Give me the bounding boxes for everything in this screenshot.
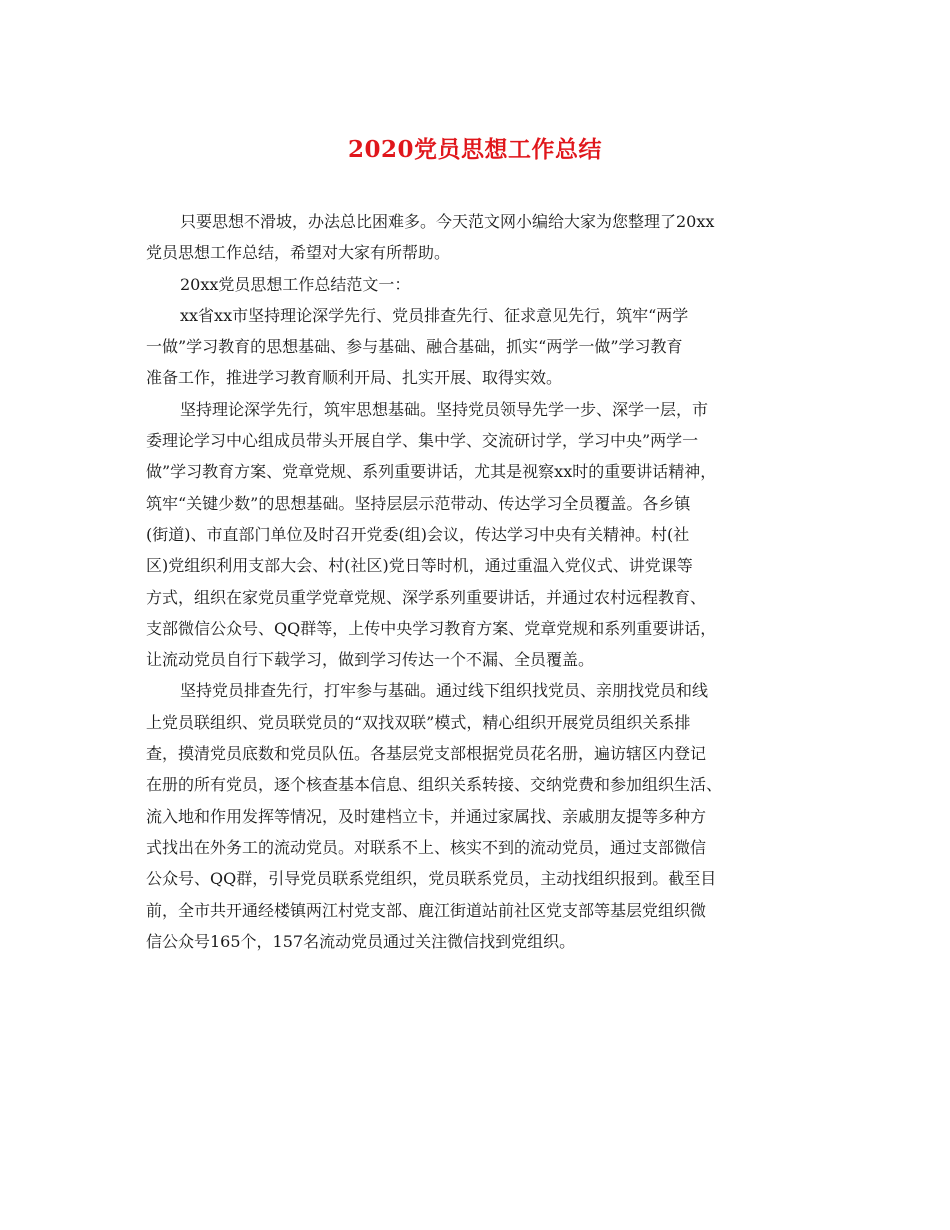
paragraph-subtitle (146, 269, 810, 300)
text-line: 信公众号165个，157名流动党员通过关注微信找到党组织。 (146, 931, 576, 951)
paragraph-theory-study (146, 394, 810, 676)
paragraph-overview (146, 300, 810, 394)
document-body (146, 206, 810, 957)
text-line: 式找出在外务工的流动党员。对联系不上、核实不到的流动党员，通过支部微信 (146, 837, 707, 857)
text-line: 一做”学习教育的思想基础、参与基础、融合基础，抓实“两学一做”学习教育 (146, 337, 683, 357)
text-line: xx省xx市坚持理论深学先行、党员排查先行、征求意见先行，筑牢“两学 (180, 305, 689, 325)
text-line: 委理论学习中心组成员带头开展自学、集中学、交流研讨学，学习中央”两学一 (146, 431, 699, 451)
text-line: 准备工作，推进学习教育顺利开局、扎实开展、取得实效。 (146, 368, 563, 388)
text-line: 坚持党员排查先行，打牢参与基础。通过线下组织找党员、亲朋找党员和线 (180, 681, 709, 701)
text-line: 上党员联组织、党员联党员的“双找双联”模式，精心组织开展党员组织关系排 (146, 712, 691, 732)
text-line: 前，全市共开通经楼镇两江村党支部、鹿江街道站前社区党支部等基层党组织微 (146, 900, 707, 920)
text-line: 区)党组织利用支部大会、村(社区)党日等时机，通过重温入党仪式、讲党课等 (146, 556, 693, 576)
text-line: 让流动党员自行下载学习，做到学习传达一个不漏、全员覆盖。 (146, 650, 595, 670)
text-line: 支部微信公众号、QQ群等，上传中央学习教育方案、党章党规和系列重要讲话， (146, 618, 717, 638)
text-line: 方式，组织在家党员重学党章党规、深学系列重要讲话，并通过农村远程教育、 (146, 587, 707, 607)
text-line: 查，摸清党员底数和党员队伍。各基层党支部根据党员花名册，遍访辖区内登记 (146, 744, 707, 764)
text-line: 筑牢“关键少数”的思想基础。坚持层层示范带动、传达学习全员覆盖。各乡镇 (146, 493, 691, 513)
text-line: 做”学习教育方案、党章党规、系列重要讲话，尤其是视察xx时的重要讲话精神， (146, 462, 717, 482)
text-line: 坚持理论深学先行，筑牢思想基础。坚持党员领导先学一步、深学一层，市 (180, 399, 709, 419)
text-line: 流入地和作用发挥等情况，及时建档立卡，并通过家属找、亲戚朋友提等多种方 (146, 806, 707, 826)
text-line: (街道)、市直部门单位及时召开党委(组)会议，传达学习中央有关精神。村(社 (146, 524, 690, 544)
text-line: 公众号、QQ群，引导党员联系党组织，党员联系党员，主动找组织报到。截至目 (146, 869, 717, 889)
document-title: 2020党员思想工作总结 (347, 136, 602, 163)
text-line: 党员思想工作总结，希望对大家有所帮助。 (146, 243, 451, 263)
paragraph-intro (146, 206, 810, 269)
paragraph-member-check (146, 675, 810, 957)
text-line: 在册的所有党员，逐个核查基本信息、组织关系转接、交纳党费和参加组织生活、 (146, 775, 723, 795)
text-line: 20xx党员思想工作总结范文一： (180, 274, 411, 294)
text-line: 只要思想不滑坡，办法总比困难多。今天范文网小编给大家为您整理了20xx (180, 212, 715, 231)
